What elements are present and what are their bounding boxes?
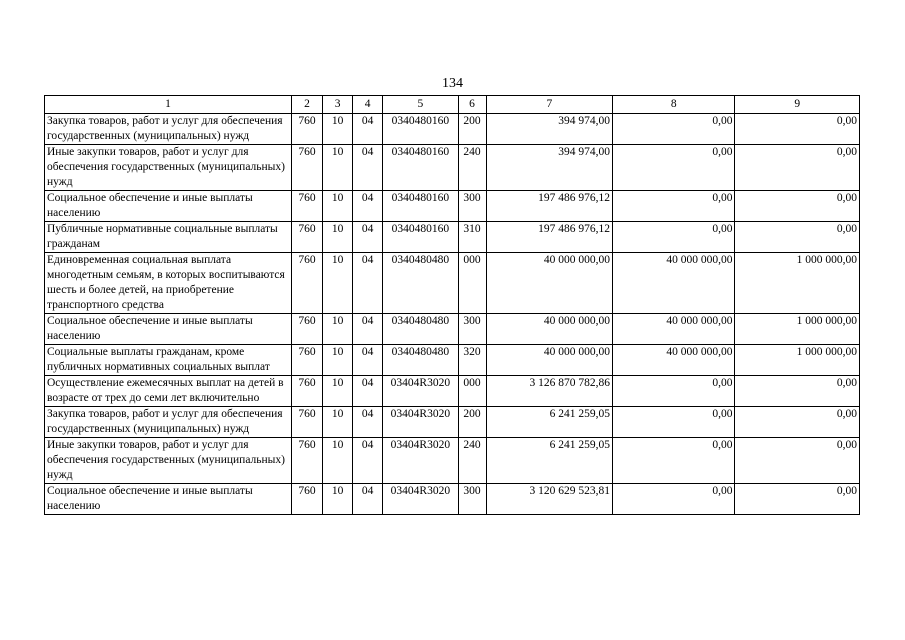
row-amount-col9: 1 000 000,00 bbox=[735, 253, 860, 314]
row-code-target: 0340480160 bbox=[383, 114, 458, 145]
row-amount-col8: 0,00 bbox=[613, 376, 735, 407]
row-code-section: 10 bbox=[323, 407, 353, 438]
column-header-6: 6 bbox=[458, 96, 486, 114]
row-code-expense-type: 300 bbox=[458, 314, 486, 345]
row-code-ministry: 760 bbox=[291, 345, 322, 376]
row-code-section: 10 bbox=[323, 484, 353, 515]
row-code-expense-type: 300 bbox=[458, 191, 486, 222]
row-amount-col7: 394 974,00 bbox=[486, 114, 612, 145]
row-name: Социальное обеспечение и иные выплаты населению bbox=[45, 314, 292, 345]
row-code-ministry: 760 bbox=[291, 191, 322, 222]
row-amount-col7: 40 000 000,00 bbox=[486, 253, 612, 314]
table-row bbox=[45, 191, 860, 222]
row-code-subsection: 04 bbox=[353, 376, 383, 407]
row-code-ministry: 760 bbox=[291, 145, 322, 191]
row-code-section: 10 bbox=[323, 345, 353, 376]
row-amount-col7: 3 126 870 782,86 bbox=[486, 376, 612, 407]
row-code-target: 0340480480 bbox=[383, 253, 458, 314]
row-amount-col8: 0,00 bbox=[613, 145, 735, 191]
row-name: Социальное обеспечение и иные выплаты населению bbox=[45, 191, 292, 222]
row-code-subsection: 04 bbox=[353, 222, 383, 253]
column-header-4: 4 bbox=[353, 96, 383, 114]
page-number: 134 bbox=[442, 76, 463, 91]
row-code-ministry: 760 bbox=[291, 222, 322, 253]
row-code-ministry: 760 bbox=[291, 253, 322, 314]
row-amount-col8: 40 000 000,00 bbox=[613, 345, 735, 376]
row-code-target: 0340480160 bbox=[383, 191, 458, 222]
row-amount-col8: 40 000 000,00 bbox=[613, 314, 735, 345]
column-header-1: 1 bbox=[45, 96, 292, 114]
row-amount-col8: 40 000 000,00 bbox=[613, 253, 735, 314]
row-name: Публичные нормативные социальные выплаты гражданам bbox=[45, 222, 292, 253]
row-amount-col9: 0,00 bbox=[735, 191, 860, 222]
row-code-target: 0340480480 bbox=[383, 314, 458, 345]
table-row bbox=[45, 114, 860, 145]
row-code-expense-type: 240 bbox=[458, 145, 486, 191]
row-code-section: 10 bbox=[323, 376, 353, 407]
row-name: Закупка товаров, работ и услуг для обеспечения государственных (муниципальных) нужд bbox=[45, 407, 292, 438]
row-code-expense-type: 200 bbox=[458, 407, 486, 438]
row-amount-col9: 0,00 bbox=[735, 145, 860, 191]
row-code-subsection: 04 bbox=[353, 484, 383, 515]
row-amount-col9: 0,00 bbox=[735, 376, 860, 407]
row-name: Единовременная социальная выплата многодетным семьям, в которых воспитываются шесть и более детей, на приобретение транспортного средства bbox=[45, 253, 292, 314]
row-code-section: 10 bbox=[323, 222, 353, 253]
row-amount-col9: 0,00 bbox=[735, 484, 860, 515]
row-amount-col7: 394 974,00 bbox=[486, 145, 612, 191]
table-row bbox=[45, 145, 860, 191]
row-name: Иные закупки товаров, работ и услуг для обеспечения государственных (муниципальных) нужд bbox=[45, 145, 292, 191]
row-amount-col7: 3 120 629 523,81 bbox=[486, 484, 612, 515]
row-amount-col7: 6 241 259,05 bbox=[486, 407, 612, 438]
row-amount-col9: 1 000 000,00 bbox=[735, 314, 860, 345]
row-code-ministry: 760 bbox=[291, 407, 322, 438]
row-code-target: 03404R3020 bbox=[383, 376, 458, 407]
row-code-subsection: 04 bbox=[353, 253, 383, 314]
row-amount-col7: 40 000 000,00 bbox=[486, 314, 612, 345]
table-row bbox=[45, 484, 860, 515]
column-header-3: 3 bbox=[323, 96, 353, 114]
row-code-subsection: 04 bbox=[353, 345, 383, 376]
row-code-ministry: 760 bbox=[291, 484, 322, 515]
row-amount-col9: 0,00 bbox=[735, 407, 860, 438]
row-code-expense-type: 240 bbox=[458, 438, 486, 484]
table-row bbox=[45, 376, 860, 407]
row-code-section: 10 bbox=[323, 253, 353, 314]
row-amount-col9: 0,00 bbox=[735, 438, 860, 484]
row-code-section: 10 bbox=[323, 314, 353, 345]
row-amount-col7: 197 486 976,12 bbox=[486, 222, 612, 253]
row-code-subsection: 04 bbox=[353, 114, 383, 145]
row-name: Социальные выплаты гражданам, кроме публичных нормативных социальных выплат bbox=[45, 345, 292, 376]
row-name: Социальное обеспечение и иные выплаты населению bbox=[45, 484, 292, 515]
row-code-subsection: 04 bbox=[353, 145, 383, 191]
row-code-target: 0340480480 bbox=[383, 345, 458, 376]
row-amount-col9: 0,00 bbox=[735, 114, 860, 145]
column-header-7: 7 bbox=[486, 96, 612, 114]
column-header-2: 2 bbox=[291, 96, 322, 114]
row-code-subsection: 04 bbox=[353, 438, 383, 484]
row-code-expense-type: 310 bbox=[458, 222, 486, 253]
table-row bbox=[45, 438, 860, 484]
row-code-target: 03404R3020 bbox=[383, 407, 458, 438]
row-name: Осуществление ежемесячных выплат на детей в возрасте от трех до семи лет включительно bbox=[45, 376, 292, 407]
row-amount-col7: 40 000 000,00 bbox=[486, 345, 612, 376]
row-code-target: 0340480160 bbox=[383, 145, 458, 191]
row-name: Закупка товаров, работ и услуг для обеспечения государственных (муниципальных) нужд bbox=[45, 114, 292, 145]
row-amount-col8: 0,00 bbox=[613, 484, 735, 515]
table-row bbox=[45, 345, 860, 376]
row-amount-col8: 0,00 bbox=[613, 407, 735, 438]
row-amount-col9: 0,00 bbox=[735, 222, 860, 253]
row-code-ministry: 760 bbox=[291, 114, 322, 145]
row-code-expense-type: 300 bbox=[458, 484, 486, 515]
header-row bbox=[45, 96, 860, 114]
row-code-ministry: 760 bbox=[291, 438, 322, 484]
row-code-section: 10 bbox=[323, 438, 353, 484]
row-code-section: 10 bbox=[323, 145, 353, 191]
table-row bbox=[45, 407, 860, 438]
row-code-section: 10 bbox=[323, 191, 353, 222]
row-code-ministry: 760 bbox=[291, 376, 322, 407]
row-amount-col8: 0,00 bbox=[613, 438, 735, 484]
row-code-target: 03404R3020 bbox=[383, 438, 458, 484]
row-code-expense-type: 320 bbox=[458, 345, 486, 376]
row-amount-col8: 0,00 bbox=[613, 222, 735, 253]
row-code-subsection: 04 bbox=[353, 191, 383, 222]
table-row bbox=[45, 314, 860, 345]
row-amount-col7: 6 241 259,05 bbox=[486, 438, 612, 484]
row-amount-col8: 0,00 bbox=[613, 114, 735, 145]
budget-table bbox=[44, 95, 860, 515]
column-header-8: 8 bbox=[613, 96, 735, 114]
row-code-subsection: 04 bbox=[353, 407, 383, 438]
row-code-section: 10 bbox=[323, 114, 353, 145]
row-code-expense-type: 000 bbox=[458, 253, 486, 314]
row-code-ministry: 760 bbox=[291, 314, 322, 345]
row-amount-col9: 1 000 000,00 bbox=[735, 345, 860, 376]
row-code-subsection: 04 bbox=[353, 314, 383, 345]
row-amount-col8: 0,00 bbox=[613, 191, 735, 222]
row-code-target: 03404R3020 bbox=[383, 484, 458, 515]
column-header-9: 9 bbox=[735, 96, 860, 114]
column-header-5: 5 bbox=[383, 96, 458, 114]
row-code-expense-type: 200 bbox=[458, 114, 486, 145]
row-amount-col7: 197 486 976,12 bbox=[486, 191, 612, 222]
table-row bbox=[45, 253, 860, 314]
table-row bbox=[45, 222, 860, 253]
row-name: Иные закупки товаров, работ и услуг для обеспечения государственных (муниципальных) нужд bbox=[45, 438, 292, 484]
row-code-expense-type: 000 bbox=[458, 376, 486, 407]
row-code-target: 0340480160 bbox=[383, 222, 458, 253]
